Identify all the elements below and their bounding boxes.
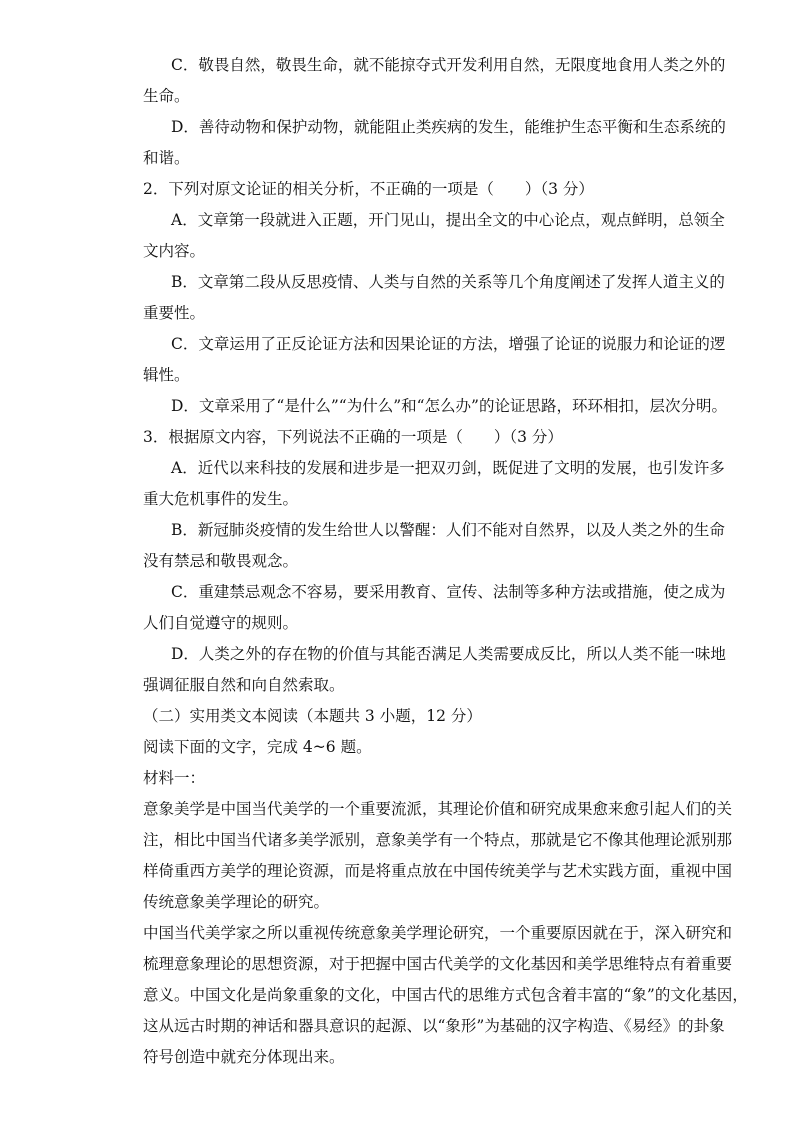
text-line: B．新冠肺炎疫情的发生给世人以警醒：人们不能对自然界，以及人类之外的生命 [171,521,725,539]
text-line: 传统意象美学理论的研究。 [143,893,330,911]
text-line: 意义。中国文化是尚象重象的文化，中国古代的思维方式包含着丰富的“象”的文化基因， [143,986,748,1004]
text-line: 材料一： [143,769,206,787]
text-line: 样倚重西方美学的理论资源，而是将重点放在中国传统美学与艺术实践方面，重视中国 [143,862,733,880]
text-line: A．近代以来科技的发展和进步是一把双刃剑，既促进了文明的发展，也引发许多 [171,459,725,477]
text-line: C．重建禁忌观念不容易，要采用教育、宣传、法制等多种方法或措施，使之成为 [171,583,726,601]
document-page [143,50,748,1073]
text-line: A．文章第一段就进入正题，开门见山，提出全文的中心论点，观点鲜明，总领全 [171,211,725,229]
text-line: 符号创造中就充分体现出来。 [143,1048,345,1066]
text-line: C．敬畏自然，敬畏生命，就不能掠夺式开发利用自然，无限度地食用人类之外的 [171,56,726,74]
text-line: 没有禁忌和敬畏观念。 [143,552,299,570]
text-line: C．文章运用了正反论证方法和因果论证的方法，增强了论证的说服力和论证的逻 [171,335,726,353]
text-line: 意象美学是中国当代美学的一个重要流派，其理论价值和研究成果愈来愈引起人们的关 [143,800,733,818]
text-line: 重要性。 [143,304,206,322]
text-line: 人们自觉遵守的规则。 [143,614,299,632]
text-line: 2．下列对原文论证的相关分析，不正确的一项是（ ）（3 分） [143,180,594,198]
text-line: 重大危机事件的发生。 [143,490,299,508]
text-line: 和谐。 [143,149,190,167]
text-line: 阅读下面的文字，完成 4~6 题。 [143,738,372,756]
text-line: （二）实用类文本阅读（本题共 3 小题，12 分） [143,707,482,725]
text-line: B．文章第二段从反思疫情、人类与自然的关系等几个角度阐述了发挥人道主义的 [171,273,725,291]
text-line: 生命。 [143,87,190,105]
text-line: 文内容。 [143,242,206,260]
text-line: 这从远古时期的神话和器具意识的起源、以“象形”为基础的汉字构造、《易经》的卦象 [143,1017,725,1035]
text-line: D．文章采用了“是什么”“为什么”和“怎么办”的论证思路，环环相扣，层次分明。 [171,397,727,415]
text-line: D．人类之外的存在物的价值与其能否满足人类需要成反比，所以人类不能一味地 [171,645,726,663]
text-line: 强调征服自然和向自然索取。 [143,676,345,694]
text-line: 辑性。 [143,366,190,384]
text-line: 中国当代美学家之所以重视传统意象美学理论研究，一个重要原因就在于，深入研究和 [143,924,733,942]
text-line: 注，相比中国当代诸多美学派别，意象美学有一个特点，那就是它不像其他理论派别那 [143,831,733,849]
text-line: 3．根据原文内容，下列说法不正确的一项是（ ）（3 分） [143,428,563,446]
text-line: 梳理意象理论的思想资源，对于把握中国古代美学的文化基因和美学思维特点有着重要 [143,955,733,973]
text-line: D．善待动物和保护动物，就能阻止类疾病的发生，能维护生态平衡和生态系统的 [171,118,726,136]
